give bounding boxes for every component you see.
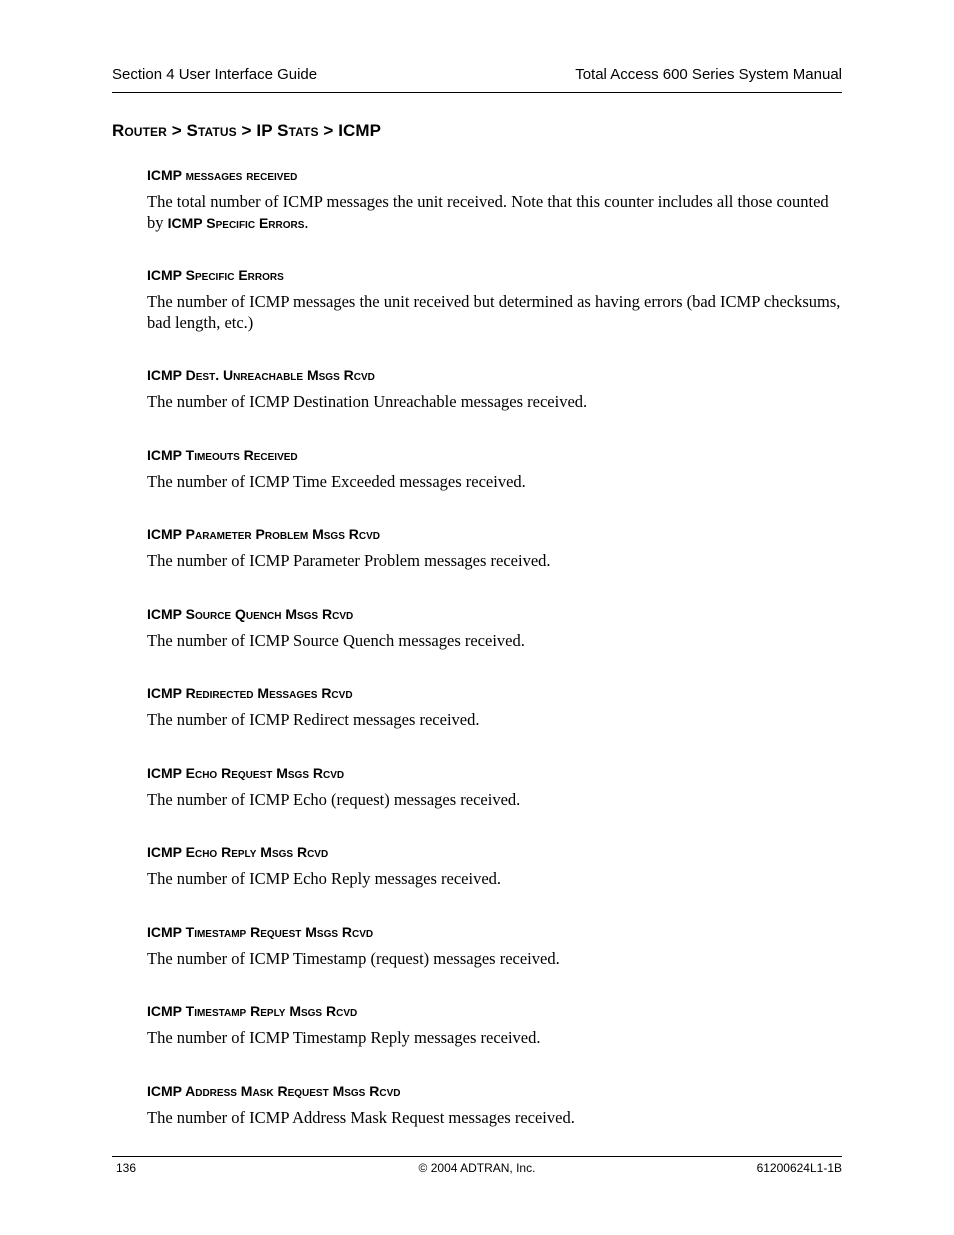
entry-title: ICMP Parameter Problem Msgs Rcvd	[147, 526, 380, 542]
entry-title: ICMP Echo Reply Msgs Rcvd	[147, 844, 329, 860]
entry-title: ICMP Source Quench Msgs Rcvd	[147, 605, 354, 622]
entry-title: ICMP Timestamp Reply Msgs Rcvd	[147, 1003, 358, 1019]
entry-icmp-source-quench	[147, 605, 847, 685]
footer-page-number: 136	[116, 1161, 137, 1175]
entry-description: The number of ICMP Echo Reply messages received.	[147, 869, 502, 888]
entry-title: ICMP Timestamp Request Msgs Rcvd	[147, 923, 374, 940]
entry-title: ICMP Specific Errors	[147, 267, 284, 283]
entry-title: ICMP Echo Request Msgs Rcvd	[147, 764, 345, 781]
entry-icmp-dest-unreachable	[147, 366, 847, 446]
entry-title: ICMP Redirected Messages Rcvd	[147, 685, 353, 701]
page-footer	[112, 1156, 842, 1181]
entry-icmp-echo-request	[147, 764, 847, 844]
footer-document-number: 61200624L1-1B	[756, 1161, 842, 1175]
header-manual-title: Total Access 600 Series System Manual	[575, 66, 842, 83]
entry-icmp-echo-reply	[147, 843, 847, 923]
entry-icmp-timeouts-received	[147, 446, 847, 526]
entry-description	[147, 191, 847, 234]
section-title: Router > Status > IP Stats > ICMP	[112, 121, 382, 140]
entry-cross-reference: ICMP Specific Errors	[167, 215, 305, 231]
entry-icmp-timestamp-reply	[147, 1002, 847, 1082]
header-section-label: Section 4 User Interface Guide	[112, 66, 318, 83]
entry-description: The number of ICMP Parameter Problem messages received.	[147, 551, 551, 570]
entry-description: The number of ICMP Destination Unreachable messages received.	[147, 392, 588, 411]
footer-copyright: © 2004 ADTRAN, Inc.	[418, 1161, 536, 1175]
entry-description: The number of ICMP Timestamp (request) messages received.	[147, 948, 560, 968]
entry-description: The number of ICMP Time Exceeded messages received.	[147, 471, 526, 491]
entry-icmp-address-mask-request	[147, 1082, 847, 1142]
entry-description: The number of ICMP Address Mask Request messages received.	[147, 1107, 575, 1127]
entry-description-end: .	[304, 213, 309, 232]
entry-icmp-redirected-messages	[147, 684, 847, 764]
entry-list	[147, 166, 847, 1142]
entry-title: ICMP messages received	[147, 167, 298, 183]
entry-description: The number of ICMP Source Quench messages received.	[147, 630, 525, 650]
entry-icmp-timestamp-request	[147, 923, 847, 1003]
entry-icmp-specific-errors	[147, 266, 847, 366]
entry-icmp-messages-received	[147, 166, 847, 266]
entry-title: ICMP Dest. Unreachable Msgs Rcvd	[147, 367, 375, 383]
entry-title: ICMP Address Mask Request Msgs Rcvd	[147, 1082, 401, 1099]
page-header	[112, 64, 842, 93]
entry-description: The number of ICMP Redirect messages received.	[147, 710, 480, 729]
entry-description-text: The total number of ICMP messages the unit received. Note that this counter includes all those counted by	[147, 192, 829, 232]
entry-icmp-parameter-problem	[147, 525, 847, 605]
entry-title: ICMP Timeouts Received	[147, 446, 298, 463]
entry-description: The number of ICMP Echo (request) messages received.	[147, 789, 521, 809]
entry-description: The number of ICMP Timestamp Reply messages received.	[147, 1028, 541, 1047]
entry-description: The number of ICMP messages the unit received but determined as having errors (bad ICMP checksums, bad length, etc.)	[147, 292, 841, 332]
